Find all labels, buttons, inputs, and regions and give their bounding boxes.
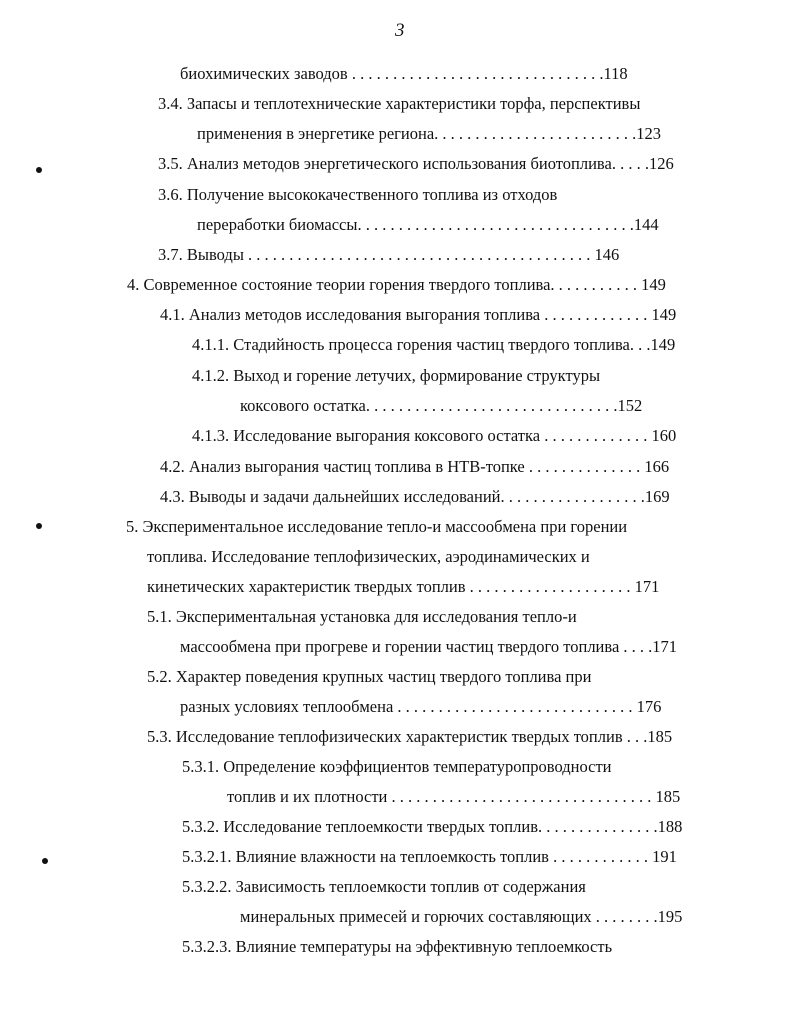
toc-line: 4.1.1. Стадийность процесса горения частиц твердого топлива. . .149 <box>192 335 676 354</box>
toc-line: разных условиях теплообмена . . . . . . . . . . . . . . . . . . . . . . . . . . . . . 176 <box>180 697 662 716</box>
toc-line: 4.2. Анализ выгорания частиц топлива в НТВ-топке . . . . . . . . . . . . . . 166 <box>160 457 670 476</box>
toc-line: 5.3.2. Исследование теплоемкости твердых топлив. . . . . . . . . . . . . . .188 <box>182 817 683 836</box>
toc-line: 3.5. Анализ методов энергетического использования биотоплива. . . . .126 <box>158 154 674 173</box>
toc-line: 3.4. Запасы и теплотехнические характеристики торфа, перспективы <box>158 94 641 113</box>
toc-line: переработки биомассы. . . . . . . . . . . . . . . . . . . . . . . . . . . . . . . . . .144 <box>197 215 659 234</box>
toc-line: 5.3. Исследование теплофизических характеристик твердых топлив . . .185 <box>147 727 673 746</box>
toc-line: 3.6. Получение высококачественного топлива из отходов <box>158 185 558 204</box>
toc-line: 4.1.3. Исследование выгорания коксового остатка . . . . . . . . . . . . . 160 <box>192 426 677 445</box>
margin-bullet-mark <box>36 167 42 173</box>
toc-line: биохимических заводов . . . . . . . . . . . . . . . . . . . . . . . . . . . . . . .118 <box>180 64 628 83</box>
toc-line: 4.3. Выводы и задачи дальнейших исследований. . . . . . . . . . . . . . . . . .169 <box>160 487 670 506</box>
toc-line: массообмена при прогреве и горении частиц твердого топлива . . . .171 <box>180 637 678 656</box>
page-number: 3 <box>395 20 405 41</box>
margin-bullet-mark <box>36 523 42 529</box>
toc-line: 5.2. Характер поведения крупных частиц твердого топлива при <box>147 667 592 686</box>
toc-line: 4.1. Анализ методов исследования выгорания топлива . . . . . . . . . . . . . 149 <box>160 305 677 324</box>
toc-line: 5. Экспериментальное исследование тепло-и массообмена при горении <box>126 517 628 536</box>
toc-line: 5.1. Экспериментальная установка для исследования тепло-и <box>147 607 577 626</box>
margin-bullet-mark <box>42 858 48 864</box>
toc-line: 5.3.2.2. Зависимость теплоемкости топлив от содержания <box>182 877 586 896</box>
toc-line: применения в энергетике региона. . . . . . . . . . . . . . . . . . . . . . . . .123 <box>197 124 662 143</box>
toc-line: 5.3.1. Определение коэффициентов температуропроводности <box>182 757 612 776</box>
toc-line: топлив и их плотности . . . . . . . . . . . . . . . . . . . . . . . . . . . . . . . . 185 <box>227 787 681 806</box>
toc-line: 4. Современное состояние теории горения твердого топлива. . . . . . . . . . . 149 <box>127 275 666 294</box>
toc-line: кинетических характеристик твердых топлив . . . . . . . . . . . . . . . . . . . . 171 <box>147 577 660 596</box>
toc-line: 5.3.2.1. Влияние влажности на теплоемкость топлив . . . . . . . . . . . . 191 <box>182 847 677 866</box>
toc-line: 4.1.2. Выход и горение летучих, формирование структуры <box>192 366 601 385</box>
toc-line: коксового остатка. . . . . . . . . . . . . . . . . . . . . . . . . . . . . . .152 <box>240 396 643 415</box>
toc-line: 5.3.2.3. Влияние температуры на эффективную теплоемкость <box>182 937 613 956</box>
toc-line: минеральных примесей и горючих составляющих . . . . . . . .195 <box>240 907 683 926</box>
toc-line: топлива. Исследование теплофизических, аэродинамических и <box>147 547 590 566</box>
toc-line: 3.7. Выводы . . . . . . . . . . . . . . . . . . . . . . . . . . . . . . . . . . . . . . . . . . 146 <box>158 245 620 264</box>
